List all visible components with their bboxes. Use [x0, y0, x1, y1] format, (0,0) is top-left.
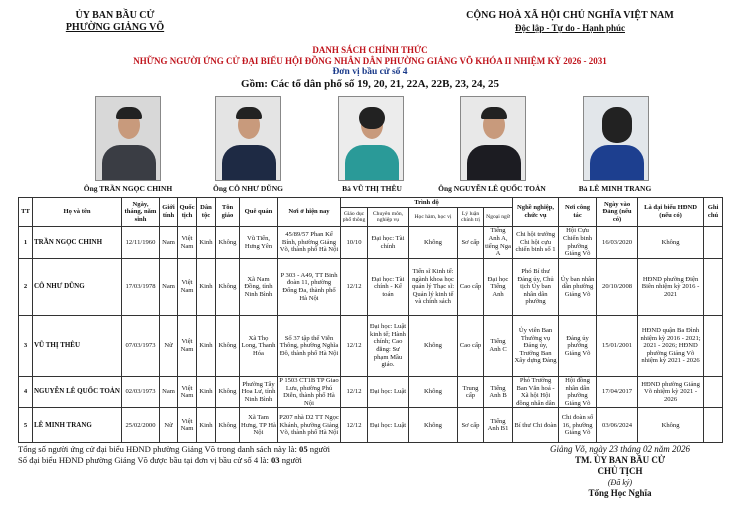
cell-edu: 12/12 — [341, 316, 368, 377]
col-ethnicity: Dân tộc — [197, 198, 216, 227]
cell-job: Bí thư Chi đoàn — [513, 408, 559, 443]
col-religion: Tôn giáo — [216, 198, 240, 227]
cell-lang: Tiếng Anh C — [484, 316, 513, 377]
col-sex: Giới tính — [160, 198, 178, 227]
cell-lang: Tiếng Anh A, tiếng Nga A — [485, 227, 511, 258]
cell-job: Chi hội trưởng Chi hội cựu chiến binh số 1 — [513, 227, 559, 259]
national-motto — [420, 10, 720, 34]
issuing-authority — [60, 10, 170, 34]
cell-rel: Không — [216, 227, 240, 259]
col-major: Chuyên môn, nghiệp vụ — [368, 208, 409, 227]
cell-home: Xã Tam Hưng, TP Hà Nội — [240, 408, 278, 443]
cell-tt: 1 — [19, 227, 33, 259]
cell-major: Đại học: Luật kinh tế; Hành chính; Cao đẳng: Sư phạm Mầu giáo. — [368, 316, 409, 377]
cell-major: Đại học: Tài chính — [368, 227, 409, 259]
country-name: CỘNG HOÀ XÃ HỘI CHỦ NGHĨA VIỆT NAM — [466, 10, 674, 21]
col-workplace: Nơi công tác — [559, 198, 597, 227]
cell-degree: Không — [409, 316, 458, 377]
cell-tt: 3 — [19, 316, 33, 377]
photo-caption: Bà VŨ THỊ THÊU — [342, 184, 402, 193]
sign-role: CHỦ TỊCH — [597, 466, 643, 476]
cell-addr: P207 nhà D2 TT Ngọc Khánh, phường Giảng Võ, thành phố Hà Nội — [278, 408, 341, 443]
cell-deputy: Không — [638, 408, 704, 443]
table-row — [19, 377, 723, 408]
cell-edu: 12/12 — [341, 377, 368, 408]
table-row — [19, 408, 723, 443]
cell-sex: Nữ — [160, 408, 178, 443]
cell-note — [704, 408, 723, 443]
cell-note — [704, 227, 723, 259]
cell-deputy: HĐND phường Giảng Võ nhiệm kỳ 2021 - 2026 — [638, 377, 704, 408]
cell-deputy: Không — [638, 227, 704, 259]
cell-tt: 4 — [19, 377, 33, 408]
col-hometown: Quê quán — [240, 198, 278, 227]
cell-name: TRẦN NGỌC CHINH — [33, 227, 122, 259]
col-degree: Học hàm, học vị — [409, 208, 458, 227]
title-line2: NHỮNG NGƯỜI ỨNG CỬ ĐẠI BIỂU HỘI ĐỒNG NHÂN DÂN PHƯỜNG GIẢNG VÕ KHÓA II NHIỆM KỲ 2026 - 2031 — [133, 56, 607, 66]
cell-degree: Không — [409, 408, 458, 443]
cell-rel: Không — [216, 408, 240, 443]
total-value: 05 — [299, 444, 308, 454]
cell-dob: 12/11/1960 — [122, 227, 160, 259]
col-deputy: Là đại biểu HĐND (nếu có) — [638, 198, 704, 227]
cell-dob: 17/03/1978 — [122, 259, 160, 316]
cell-degree: Không — [409, 227, 458, 259]
cell-home: Xã Nam Đồng, tỉnh Ninh Bình — [240, 259, 278, 316]
cell-work: Hội Cựu Chiến binh phường Giảng Võ — [559, 227, 597, 259]
cell-dob: 25/02/2000 — [122, 408, 160, 443]
cell-home: Xã Thọ Long, Thanh Hóa — [240, 316, 278, 377]
cell-job: Phó Bí thư Đảng ủy, Chủ tịch Ủy ban nhân dân phường — [513, 259, 559, 316]
cell-nat: Việt Nam — [178, 316, 197, 377]
col-party-date: Ngày vào Đảng (nếu có) — [597, 198, 638, 227]
cell-edu: 10/10 — [341, 227, 368, 259]
cell-note — [704, 316, 723, 377]
cell-home: Phường Tây Hoa Lư, tỉnh Ninh Bình — [240, 377, 278, 408]
summary — [18, 444, 330, 466]
cell-name: CÔ NHƯ DŨNG — [33, 259, 122, 316]
cell-sex: Nam — [160, 259, 178, 316]
sign-date: Giảng Võ, ngày 23 tháng 02 năm 2026 — [550, 444, 690, 454]
cell-eth: Kinh — [197, 316, 216, 377]
col-general-education: Giáo dục phổ thông — [341, 208, 368, 227]
candidate-photo — [95, 96, 161, 181]
cell-dob: 02/03/1973 — [122, 377, 160, 408]
cell-work: Đảng ủy phường Giảng Võ — [559, 316, 597, 377]
photo-caption: Ông CÔ NHƯ DŨNG — [213, 184, 283, 193]
cell-rel: Không — [216, 377, 240, 408]
cell-party: 03/06/2024 — [597, 408, 638, 443]
col-name: Họ và tên — [33, 198, 122, 227]
cell-sex: Nữ — [160, 316, 178, 377]
signer-name: Tống Học Nghĩa — [588, 488, 652, 498]
cell-pol: Cao cấp — [458, 259, 484, 316]
cell-degree: Không — [409, 377, 458, 408]
cell-nat: Việt Nam — [178, 259, 197, 316]
cell-major: Đại học: Luật — [368, 377, 409, 408]
total-unit: người — [307, 444, 330, 454]
cell-dob: 07/03/1973 — [122, 316, 160, 377]
cell-edu: 12/12 — [341, 408, 368, 443]
cell-pol: Trung cấp — [458, 377, 484, 408]
cell-edu: 12/12 — [341, 259, 368, 316]
signed-note: (Đã ký) — [607, 478, 633, 487]
cell-major: Đại học: Tài chính - Kế toán — [368, 259, 409, 316]
authority-line2: PHƯỜNG GIẢNG VÕ — [65, 22, 165, 33]
cell-party: 16/03/2020 — [597, 227, 638, 259]
cell-tt: 2 — [19, 259, 33, 316]
col-tt: TT — [19, 198, 33, 227]
photo-caption: Ông TRẦN NGỌC CHINH — [83, 184, 173, 193]
cell-name: NGUYỄN LÊ QUỐC TOẢN — [33, 377, 122, 408]
motto: Độc lập - Tự do - Hạnh phúc — [514, 23, 625, 33]
candidate-photo — [215, 96, 281, 181]
photo-caption: Ông NGUYỄN LÊ QUỐC TOẢN — [438, 184, 546, 193]
cell-nat: Việt Nam — [178, 227, 197, 259]
total-candidates — [18, 444, 330, 455]
seats-to-elect — [18, 455, 330, 466]
cell-tt: 5 — [19, 408, 33, 443]
cell-sex: Nam — [160, 377, 178, 408]
cell-note — [704, 377, 723, 408]
col-political-theory: Lý luận chính trị — [458, 208, 484, 227]
cell-work: Chi đoàn số 16, phường Giảng Võ — [559, 408, 597, 443]
cell-eth: Kinh — [197, 408, 216, 443]
cell-note — [704, 259, 723, 316]
cell-work: Hội đồng nhân dân phường Giảng Võ — [559, 377, 597, 408]
cell-eth: Kinh — [197, 377, 216, 408]
col-language: Ngoại ngữ — [484, 208, 513, 227]
photo-caption: Bà LÊ MINH TRANG — [578, 184, 652, 193]
document-title — [0, 45, 740, 91]
cell-deputy: HĐND quận Ba Đình nhiệm kỳ 2016 - 2021; 2021 - 2026; HĐND phường Giảng Võ nhiệm kỳ 2021 - 2026 — [638, 316, 704, 377]
cell-major: Đại học: Luật — [368, 408, 409, 443]
cell-nat: Việt Nam — [178, 408, 197, 443]
candidate-table — [18, 197, 723, 443]
seats-value: 03 — [271, 455, 280, 465]
col-occupation: Nghề nghiệp, chức vụ — [513, 198, 559, 227]
cell-addr: 45/89/57 Phan Kế Bính, phường Giảng Võ, thành phố Hà Nội — [278, 227, 341, 259]
seats-unit: người — [279, 455, 302, 465]
cell-eth: Kinh — [197, 227, 216, 259]
cell-rel: Không — [216, 259, 240, 316]
candidate-photo — [338, 96, 404, 181]
table-header-row — [19, 198, 723, 208]
candidate-photo — [583, 96, 649, 181]
title-line1: DANH SÁCH CHÍNH THỨC — [312, 45, 428, 55]
signature-block — [520, 444, 720, 499]
cell-rel: Không — [216, 316, 240, 377]
cell-lang: Đại học Tiếng Anh — [484, 259, 513, 316]
candidate-photo — [460, 96, 526, 181]
table-row — [19, 316, 723, 377]
cell-pol: Sơ cấp — [458, 408, 484, 443]
cell-party: 17/04/2017 — [597, 377, 638, 408]
col-nationality: Quốc tịch — [178, 198, 197, 227]
cell-job: Phó Trưởng Ban Văn hoá - Xã hội Hội đồng nhân dân — [513, 377, 559, 408]
col-dob: Ngày, tháng, năm sinh — [122, 198, 160, 227]
cell-sex: Nam — [160, 227, 178, 259]
cell-lang: Tiếng Anh B1 — [484, 408, 513, 443]
sign-org: TM. ỦY BAN BẦU CỬ — [574, 455, 666, 465]
cell-home: Vũ Tiến, Hưng Yên — [240, 227, 278, 259]
cell-work: Ủy ban nhân dân phường Giảng Võ — [559, 259, 597, 316]
cell-deputy: HĐND phường Điện Biên nhiệm kỳ 2016 - 2021 — [638, 259, 704, 316]
cell-addr: P 303 - A49, TT Binh đoàn 11, phường Đống Đa, thành phố Hà Nội — [278, 259, 341, 316]
cell-degree: Tiến sĩ Kinh tế: ngành khoa học quản lý Thạc sĩ: Quản lý kinh tế và chính sách — [409, 259, 458, 316]
table-row — [19, 227, 723, 259]
cell-eth: Kinh — [197, 259, 216, 316]
cell-job: Ủy viên Ban Thường vụ Đảng ủy, Trưởng Ban Xây dựng Đảng — [513, 316, 559, 377]
col-address: Nơi ở hiện nay — [278, 198, 341, 227]
table-row — [19, 259, 723, 316]
residential-groups: Gồm: Các tổ dân phố số 19, 20, 21, 22A, 22B, 23, 24, 25 — [241, 78, 499, 90]
seats-label: Số đại biểu HĐND phường Giảng Võ được bầu tại đơn vị bầu cử số 4 là: — [18, 455, 271, 465]
cell-name: LÊ MINH TRANG — [33, 408, 122, 443]
cell-lang: Tiếng Anh B — [484, 377, 513, 408]
cell-nat: Việt Nam — [178, 377, 197, 408]
col-qualifications: Trình độ — [341, 198, 513, 208]
cell-addr: P 1503 CT1B TP Giao Lưu, phường Phú Diễn, thành phố Hà Nội — [279, 377, 339, 407]
total-label: Tổng số người ứng cử đại biểu HĐND phường Giảng Võ trong danh sách này là: — [18, 444, 300, 454]
cell-party: 15/01/2001 — [597, 316, 638, 377]
authority-line1: ỦY BAN BẦU CỬ — [75, 10, 155, 21]
cell-pol: Sơ cấp — [458, 227, 484, 259]
cell-party: 20/10/2008 — [597, 259, 638, 316]
cell-pol: Cao cấp — [458, 316, 484, 377]
cell-name: VŨ THỊ THÊU — [33, 316, 122, 377]
cell-addr: Số 37 tập thể Viễn Thông, phường Nghĩa Đô, thành phố Hà Nội — [278, 316, 341, 377]
col-note: Ghi chú — [704, 198, 723, 227]
electoral-unit: Đơn vị bầu cử số 4 — [332, 67, 408, 77]
